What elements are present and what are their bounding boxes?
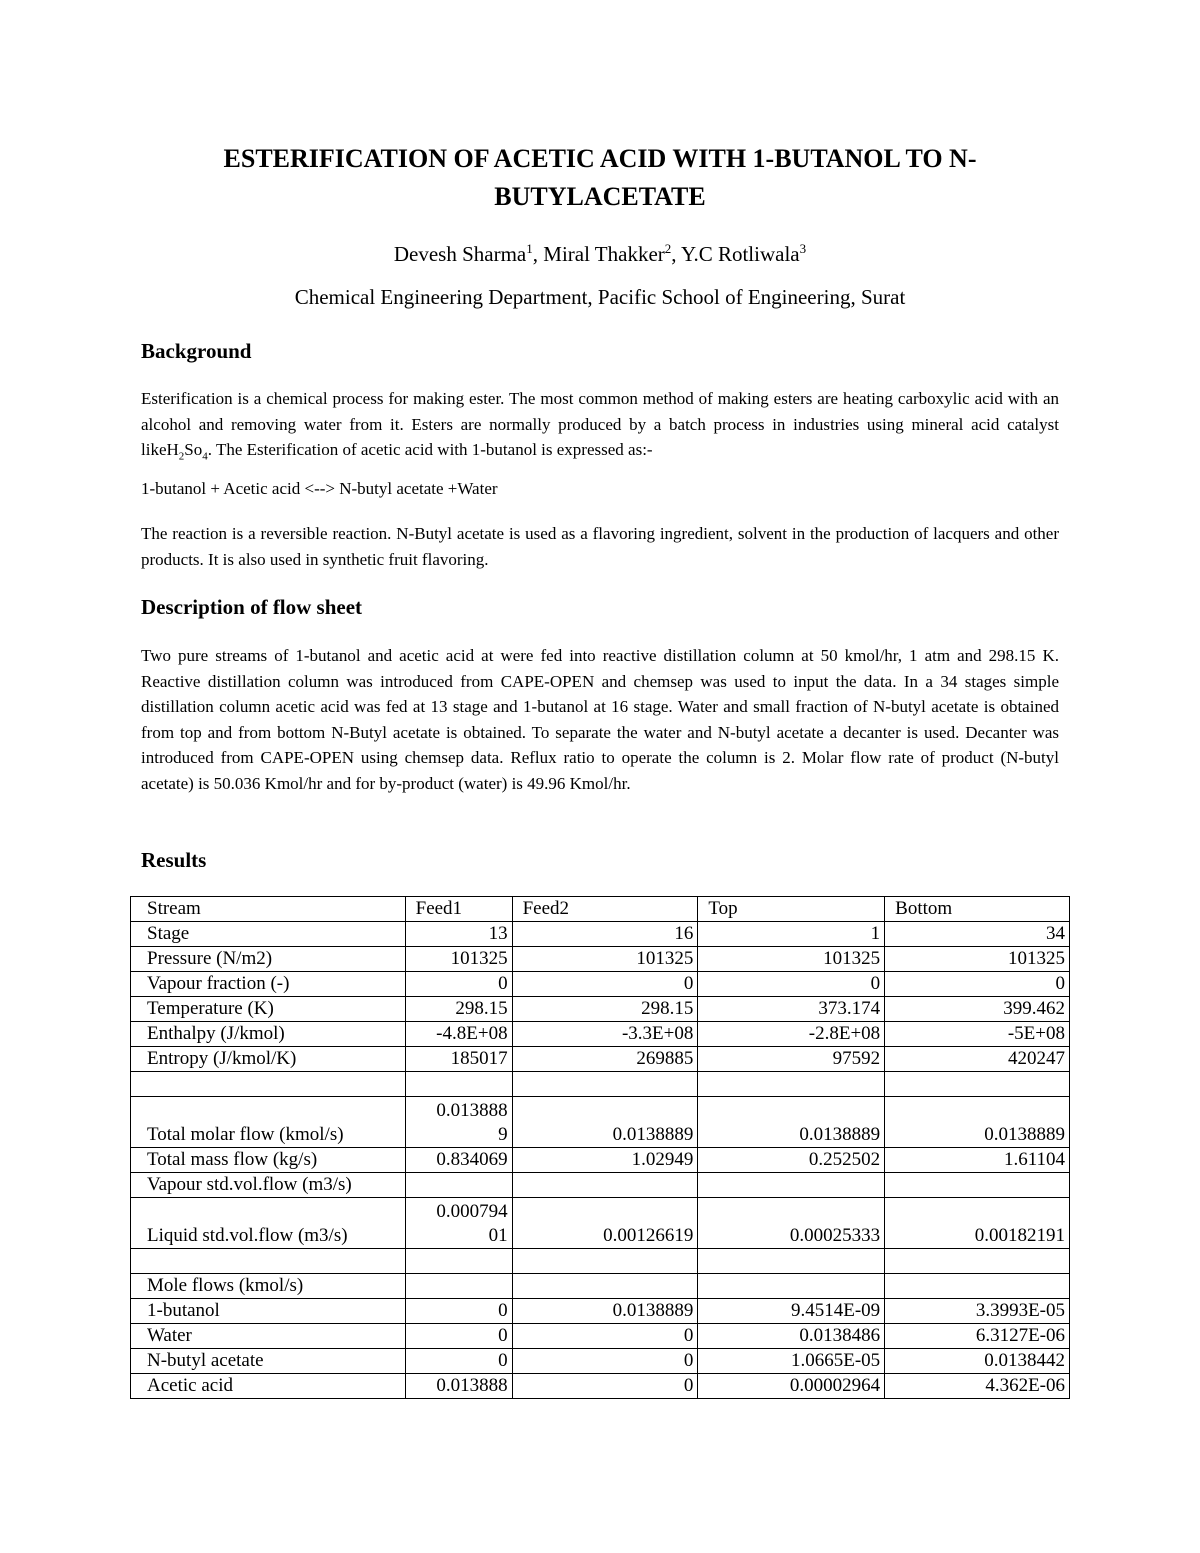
table-cell: 0.0138442 — [885, 1349, 1070, 1374]
table-cell: 1.02949 — [512, 1148, 698, 1173]
reaction-equation: 1-butanol + Acetic acid <--> N-butyl acetate +Water — [141, 479, 498, 498]
table-cell — [512, 1274, 698, 1299]
table-cell: 3.3993E-05 — [885, 1299, 1070, 1324]
table-row-label: Mole flows (kmol/s) — [131, 1274, 406, 1299]
background-paragraph-1 — [141, 386, 1059, 470]
background-paragraph-2: The reaction is a reversible reaction. N-Butyl acetate is used as a flavoring ingredient, solvent in the production of lacquers and other products. It is also used in synthetic fruit flavoring. — [141, 524, 1059, 569]
table-row-label: Liquid std.vol.flow (m3/s) — [131, 1198, 406, 1249]
background-text: So — [184, 440, 203, 459]
table-cell: 0.0138486 — [698, 1324, 885, 1349]
affiliation: Chemical Engineering Department, Pacific School of Engineering, Surat — [294, 285, 906, 309]
author-name: Devesh Sharma — [393, 242, 527, 266]
table-cell: 269885 — [512, 1047, 698, 1072]
table-cell: 0.00002964 — [698, 1374, 885, 1399]
table-header-cell: Feed2 — [512, 897, 698, 922]
table-cell: 0.252502 — [698, 1148, 885, 1173]
subscript: 4 — [202, 450, 208, 463]
table-cell — [405, 1249, 512, 1274]
table-cell: 1.0665E-05 — [698, 1349, 885, 1374]
table-cell: 0 — [698, 972, 885, 997]
table-cell: 4.362E-06 — [885, 1374, 1070, 1399]
table-cell: 16 — [512, 922, 698, 947]
table-cell: 373.174 — [698, 997, 885, 1022]
table-cell: 9.4514E-09 — [698, 1299, 885, 1324]
table-row — [131, 1022, 1070, 1047]
table-row-label: Pressure (N/m2) — [131, 947, 406, 972]
table-row — [131, 1173, 1070, 1198]
table-cell: 97592 — [698, 1047, 885, 1072]
table-cell: 101325 — [512, 947, 698, 972]
table-cell: 0 — [512, 972, 698, 997]
table-cell: 0.834069 — [405, 1148, 512, 1173]
table-cell: 298.15 — [512, 997, 698, 1022]
table-row — [131, 947, 1070, 972]
table-cell: 101325 — [698, 947, 885, 972]
table-row — [131, 997, 1070, 1022]
table-cell: 0 — [512, 1349, 698, 1374]
table-cell: 0.013888 9 — [405, 1097, 512, 1148]
table-cell — [405, 1072, 512, 1097]
table-row-label: N-butyl acetate — [131, 1349, 406, 1374]
table-cell: 101325 — [405, 947, 512, 972]
table-row-label: Acetic acid — [131, 1374, 406, 1399]
table-cell — [885, 1072, 1070, 1097]
table-row-label: Stage — [131, 922, 406, 947]
table-cell: -3.3E+08 — [512, 1022, 698, 1047]
author-name: Miral Thakker — [543, 242, 665, 266]
table-cell — [512, 1072, 698, 1097]
author-name: Y.C Rotliwala — [681, 242, 800, 266]
table-header-cell: Bottom — [885, 897, 1070, 922]
table-row — [131, 1249, 1070, 1274]
table-cell: 420247 — [885, 1047, 1070, 1072]
table-row-label — [131, 1249, 406, 1274]
table-cell: 298.15 — [405, 997, 512, 1022]
author-affiliation-mark: 2 — [664, 241, 672, 256]
table-cell: 0.013888 — [405, 1374, 512, 1399]
table-cell — [698, 1249, 885, 1274]
table-header-row — [131, 897, 1070, 922]
table-row — [131, 1148, 1070, 1173]
table-row — [131, 1274, 1070, 1299]
author-affiliation-mark: 1 — [526, 241, 533, 256]
background-text: . The Esterification of acetic acid with 1-butanol is expressed as:- — [207, 440, 653, 459]
table-cell: 0 — [512, 1374, 698, 1399]
table-cell: 1 — [698, 922, 885, 947]
table-row — [131, 1047, 1070, 1072]
table-row — [131, 1349, 1070, 1374]
table-cell: 0.00182191 — [885, 1198, 1070, 1249]
table-row-label: 1-butanol — [131, 1299, 406, 1324]
table-row — [131, 922, 1070, 947]
background-text: Esterification is a chemical process for making ester. The most common method of making esters are heating carboxylic acid with an alcohol and removing water from it. Esters are normally produced by a batch process in industries using mineral acid catalyst likeH — [141, 389, 1059, 459]
author-line: Devesh Sharma$^1$, Miral Thakker$^2$, Y.C Rotliwala$^3$ — [393, 241, 807, 266]
author-affiliation-mark: 3 — [799, 241, 807, 256]
table-cell: 0.0138889 — [698, 1097, 885, 1148]
table-cell: 0 — [405, 972, 512, 997]
table-row-label: Total mass flow (kg/s) — [131, 1148, 406, 1173]
table-cell: 1.61104 — [885, 1148, 1070, 1173]
table-header-cell: Stream — [131, 897, 406, 922]
table-cell: 0.00025333 — [698, 1198, 885, 1249]
table-cell: 0 — [405, 1299, 512, 1324]
table-cell: 6.3127E-06 — [885, 1324, 1070, 1349]
section-heading-flowsheet: Description of flow sheet — [141, 595, 363, 619]
table-row — [131, 1299, 1070, 1324]
table-row-label: Temperature (K) — [131, 997, 406, 1022]
table-cell: 101325 — [885, 947, 1070, 972]
table-row-label: Water — [131, 1324, 406, 1349]
table-cell — [698, 1173, 885, 1198]
table-header-cell: Top — [698, 897, 885, 922]
table-cell: 399.462 — [885, 997, 1070, 1022]
table-cell: 0.000794 01 — [405, 1198, 512, 1249]
table-cell — [885, 1274, 1070, 1299]
paper-title: ESTERIFICATION OF ACETIC ACID WITH 1-BUTANOL TO N-BUTYLACETATE — [223, 144, 977, 211]
table-cell: -5E+08 — [885, 1022, 1070, 1047]
table-row-label: Entropy (J/kmol/K) — [131, 1047, 406, 1072]
table-cell: 0 — [405, 1324, 512, 1349]
subscript: 2 — [178, 450, 185, 463]
table-cell: 0.0138889 — [512, 1097, 698, 1148]
table-cell — [405, 1173, 512, 1198]
table-cell: 0.0138889 — [885, 1097, 1070, 1148]
table-header-cell: Feed1 — [405, 897, 512, 922]
results-table — [130, 896, 1070, 1399]
table-row-label: Enthalpy (J/kmol) — [131, 1022, 406, 1047]
table-cell — [405, 1274, 512, 1299]
table-cell — [885, 1173, 1070, 1198]
table-cell — [885, 1249, 1070, 1274]
table-cell — [698, 1072, 885, 1097]
table-cell: 13 — [405, 922, 512, 947]
table-row — [131, 1198, 1070, 1249]
table-row-label: Vapour fraction (-) — [131, 972, 406, 997]
table-row-label: Total molar flow (kmol/s) — [131, 1097, 406, 1148]
table-cell — [512, 1249, 698, 1274]
table-row — [131, 1097, 1070, 1148]
table-cell: -2.8E+08 — [698, 1022, 885, 1047]
table-cell — [512, 1173, 698, 1198]
table-cell: 0 — [885, 972, 1070, 997]
table-row-label: Vapour std.vol.flow (m3/s) — [131, 1173, 406, 1198]
section-heading-background: Background — [141, 339, 252, 363]
table-cell: 34 — [885, 922, 1070, 947]
section-heading-results: Results — [141, 848, 207, 872]
table-cell: 0 — [405, 1349, 512, 1374]
table-row — [131, 1324, 1070, 1349]
table-cell: 0.00126619 — [512, 1198, 698, 1249]
table-cell: 185017 — [405, 1047, 512, 1072]
table-cell: -4.8E+08 — [405, 1022, 512, 1047]
table-cell: 0.0138889 — [512, 1299, 698, 1324]
table-cell: 0 — [512, 1324, 698, 1349]
table-row — [131, 1374, 1070, 1399]
table-row — [131, 972, 1070, 997]
table-cell — [698, 1274, 885, 1299]
table-row — [131, 1072, 1070, 1097]
table-row-label — [131, 1072, 406, 1097]
flowsheet-paragraph: Two pure streams of 1-butanol and acetic acid at were fed into reactive distillation column at 50 kmol/hr, 1 atm and 298.15 K. Reactive distillation column was introduced from CAPE-OPEN and chemsep was used to input the data. In a 34 stages simple distillation column acetic acid was fed at 13 stage and 1-butanol at 16 stage. Water and small fraction of N-butyl acetate is obtained from top and from bottom N-Butyl acetate is obtained. To separate the water and N-butyl acetate a decanter is used. Decanter was introduced from CAPE-OPEN using chemsep data. Reflux ratio to operate the column is 2. Molar flow rate of product (N-butyl acetate) is 50.036 Kmol/hr and for by-product (water) is 49.96 Kmol/hr. — [141, 646, 1059, 793]
